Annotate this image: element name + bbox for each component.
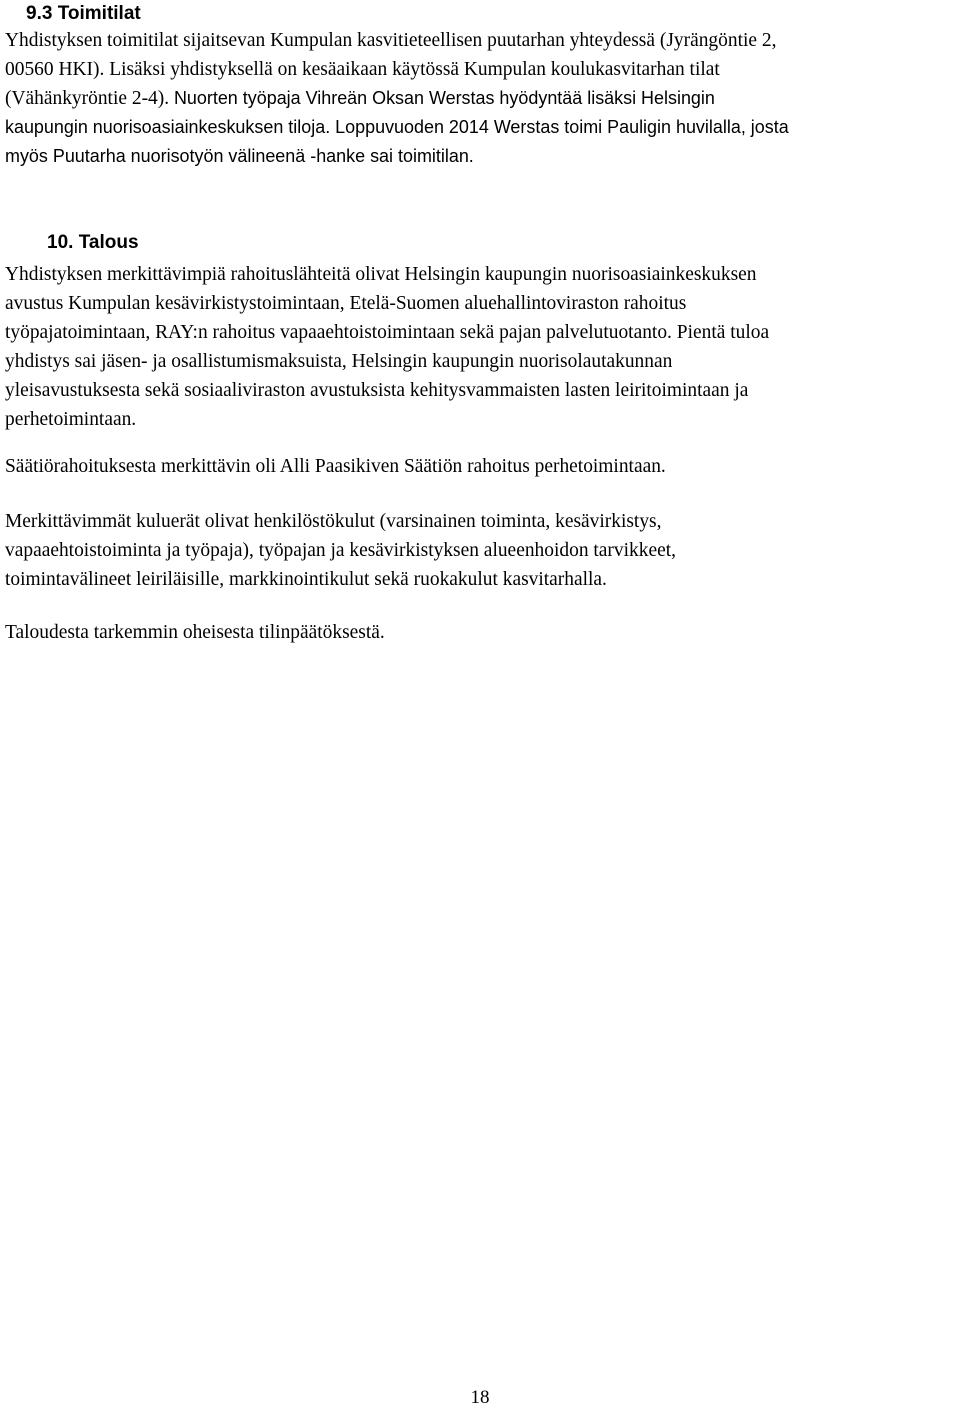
- text-line: Taloudesta tarkemmin oheisesta tilinpäätöksestä.: [5, 622, 385, 643]
- text-line: [5, 113, 957, 142]
- text-line: Säätiörahoituksesta merkittävin oli Alli Paasikiven Säätiön rahoitus perhetoimintaan.: [5, 456, 666, 477]
- text-line: [5, 142, 957, 171]
- section-heading-toimitilat: 9.3 Toimitilat: [26, 3, 141, 24]
- text-run: Yhdistyksen toimitilat sijaitsevan Kumpulan kasvitieteellisen puutarhan yhteydessä (Jyrängöntie 2,: [5, 30, 777, 51]
- page-number: 18: [470, 1387, 490, 1408]
- text-line: [5, 84, 957, 113]
- text-run-sans: kaupungin nuorisoasiainkeskuksen tiloja. Loppuvuoden 2014 Werstas toimi Pauligin huvilalla, josta: [5, 117, 789, 137]
- text-run: 00560 HKI). Lisäksi yhdistyksellä on kesäaikaan käytössä Kumpulan koulukasvitarhan tilat: [5, 59, 720, 80]
- text-line: yhdistys sai jäsen- ja osallistumismaksuista, Helsingin kaupungin nuorisolautakunnan: [5, 351, 673, 372]
- paragraph-tilinpaatos: [5, 618, 960, 647]
- text-line: Merkittävimmät kuluerät olivat henkilöstökulut (varsinainen toiminta, kesävirkistys,: [5, 511, 662, 532]
- text-line: Yhdistyksen merkittävimpiä rahoituslähteitä olivat Helsingin kaupungin nuorisoasiainkeskuksen: [5, 264, 757, 285]
- text-run-sans: Nuorten työpaja Vihreän Oksan Werstas hyödyntää lisäksi Helsingin: [173, 88, 715, 108]
- text-line: toimintavälineet leiriläisille, markkinointikulut sekä ruokakulut kasvitarhalla.: [5, 569, 607, 590]
- paragraph-saatiorahoitus: [5, 452, 960, 481]
- text-run: (Vähänkyröntie 2-4).: [5, 88, 174, 109]
- text-line: vapaaehtoistoiminta ja työpaja), työpajan ja kesävirkistyksen alueenhoidon tarvikkeet,: [5, 540, 676, 561]
- text-line: työpajatoimintaan, RAY:n rahoitus vapaaehtoistoimintaan sekä pajan palvelutuotanto. Pientä tuloa: [5, 322, 770, 343]
- text-run-sans: myös Puutarha nuorisotyön välineenä -hanke sai toimitilan.: [5, 146, 474, 166]
- paragraph-toimitilat: [5, 26, 960, 171]
- paragraph-kuluerat: [5, 507, 960, 594]
- text-line: avustus Kumpulan kesävirkistystoimintaan, Etelä-Suomen aluehallintoviraston rahoitus: [5, 293, 687, 314]
- section-heading-talous: 10. Talous: [47, 232, 139, 253]
- text-line: perhetoimintaan.: [5, 409, 137, 430]
- text-line: [5, 55, 957, 84]
- text-line: yleisavustuksesta sekä sosiaaliviraston avustuksista kehitysvammaisten lasten leiritoimintaan ja: [5, 380, 749, 401]
- text-line: [5, 26, 957, 55]
- paragraph-rahoituslahteet: [5, 260, 960, 434]
